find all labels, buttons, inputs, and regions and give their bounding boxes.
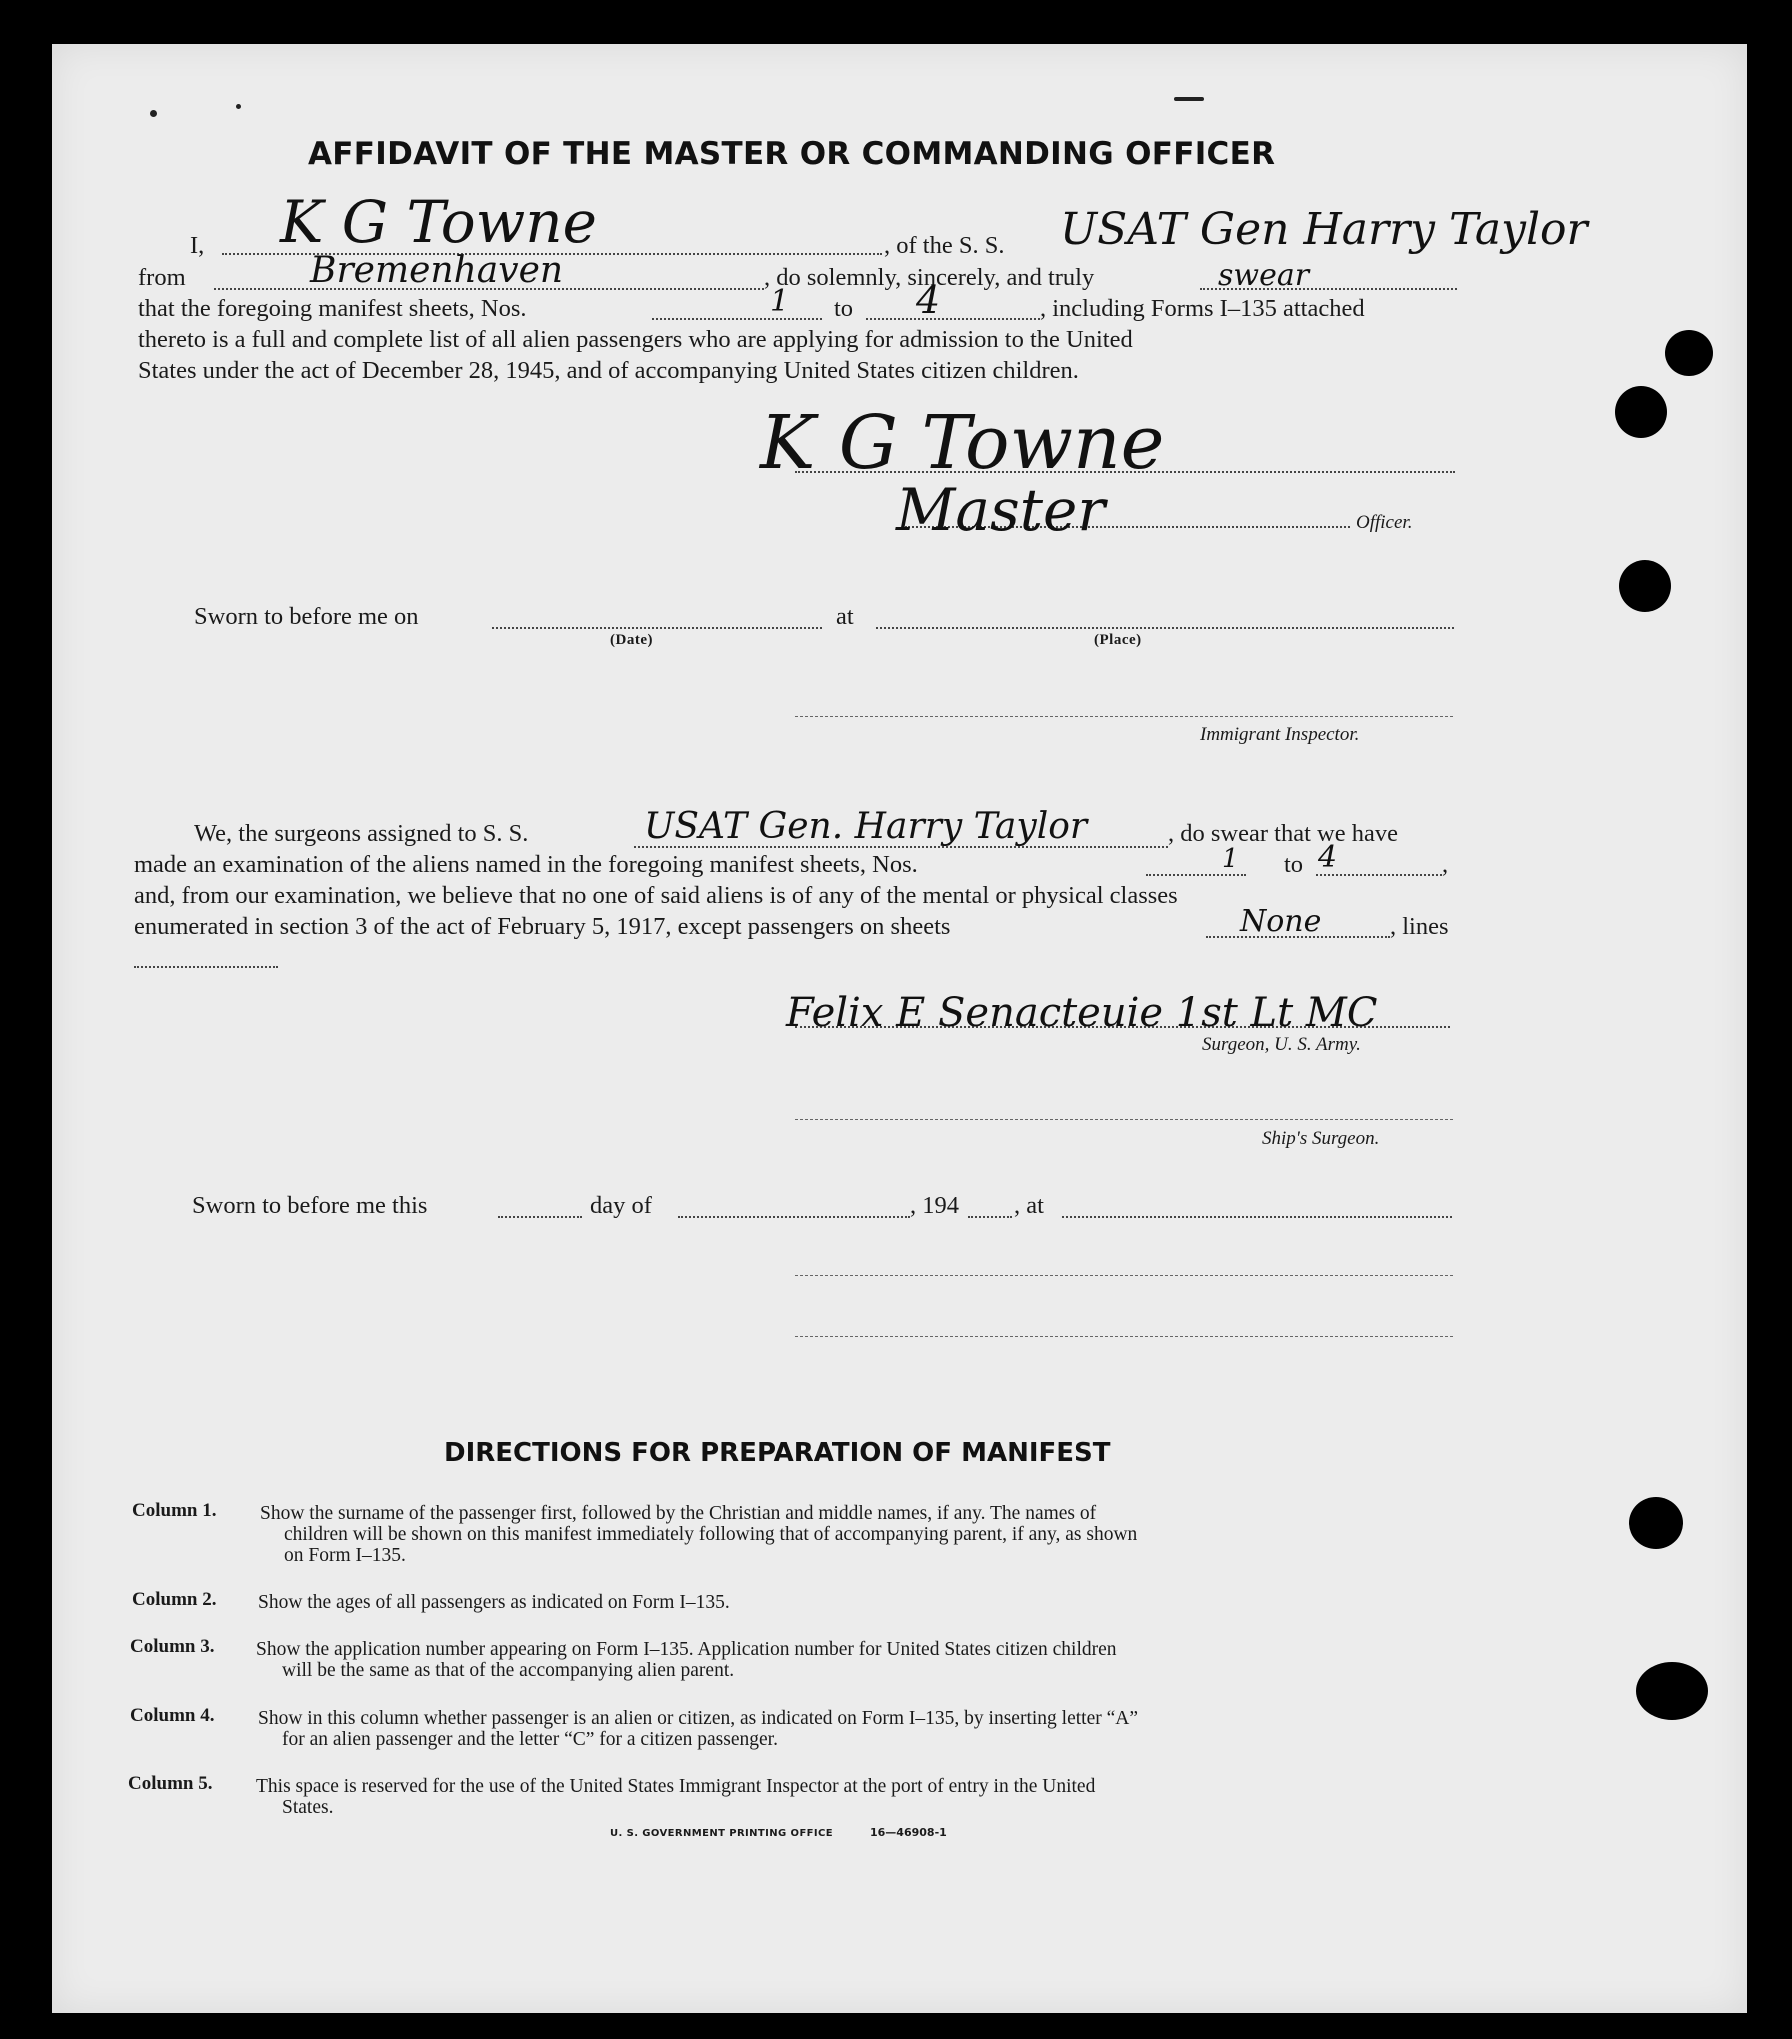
ships-surgeon-label: Ship's Surgeon. bbox=[1262, 1128, 1380, 1149]
handwritten-swear: swear bbox=[1218, 258, 1310, 293]
handwritten-ship: USAT Gen Harry Taylor bbox=[1060, 204, 1588, 255]
paragraph-line: made an examination of the aliens named in the foregoing manifest sheets, Nos. bbox=[134, 851, 918, 878]
paragraph-line: enumerated in section 3 of the act of February 5, 1917, except passengers on sheets bbox=[134, 913, 951, 940]
printer-imprint: U. S. GOVERNMENT PRINTING OFFICE bbox=[610, 1828, 833, 1839]
field-line bbox=[866, 318, 1040, 320]
column-label: Column 2. bbox=[132, 1589, 217, 1610]
column-text: States. bbox=[282, 1797, 334, 1818]
field-line bbox=[134, 966, 278, 968]
punch-hole bbox=[1615, 386, 1667, 438]
signature-line bbox=[795, 1275, 1453, 1276]
speck bbox=[1174, 97, 1204, 101]
paragraph-line: States under the act of December 28, 1945, and of accompanying United States citizen children. bbox=[138, 357, 1079, 384]
label: at bbox=[836, 603, 854, 630]
column-text: Show in this column whether passenger is an alien or citizen, as indicated on Form I–135, by inserting letter “A” bbox=[258, 1708, 1138, 1729]
label: day of bbox=[590, 1192, 652, 1219]
form-code: 16—46908-1 bbox=[870, 1826, 947, 1839]
punch-hole bbox=[1636, 1662, 1708, 1720]
label: to bbox=[1284, 851, 1304, 878]
inspector-signature-line bbox=[795, 716, 1453, 717]
directions-title: DIRECTIONS FOR PREPARATION OF MANIFEST bbox=[444, 1438, 1111, 1468]
column-label: Column 1. bbox=[132, 1500, 217, 1521]
label: to bbox=[834, 295, 854, 322]
handwritten-nos-from: 1 bbox=[770, 284, 790, 319]
place-field bbox=[876, 627, 1454, 629]
label: , do swear that we have bbox=[1168, 820, 1398, 847]
column-text: for an alien passenger and the letter “C” for a citizen passenger. bbox=[282, 1729, 778, 1750]
column-label: Column 4. bbox=[130, 1705, 215, 1726]
column-text: This space is reserved for the use of the United States Immigrant Inspector at the port of entry in the United bbox=[256, 1776, 1096, 1797]
punch-hole bbox=[1619, 560, 1671, 612]
place-field bbox=[1062, 1216, 1452, 1218]
label: , at bbox=[1014, 1192, 1044, 1219]
handwritten-nos-from: 1 bbox=[1222, 844, 1239, 874]
label: from bbox=[138, 264, 186, 291]
field-line bbox=[1146, 874, 1246, 876]
handwritten-signature: K G Towne bbox=[760, 400, 1165, 486]
handwritten-surgeon-signature: Felix E Senacteuie 1st Lt MC bbox=[786, 990, 1378, 1036]
column-text: on Form I–135. bbox=[284, 1545, 406, 1566]
label: , bbox=[1442, 851, 1449, 878]
column-label: Column 3. bbox=[130, 1636, 215, 1657]
label: , do solemnly, sincerely, and truly bbox=[764, 264, 1095, 291]
column-label: Column 5. bbox=[128, 1773, 213, 1794]
handwritten-ship: USAT Gen. Harry Taylor bbox=[644, 806, 1088, 847]
speck bbox=[150, 110, 157, 117]
column-text: Show the surname of the passenger first, followed by the Christian and middle names, if any. The names of bbox=[260, 1503, 1097, 1524]
punch-hole bbox=[1629, 1497, 1683, 1549]
handwritten-port: Bremenhaven bbox=[310, 250, 564, 291]
punch-hole bbox=[1665, 330, 1713, 376]
label: , 194 bbox=[910, 1192, 959, 1219]
signature-line bbox=[795, 1336, 1453, 1337]
speck bbox=[236, 104, 241, 109]
handwritten-nos-to: 4 bbox=[916, 278, 941, 322]
paragraph-line: thereto is a full and complete list of all alien passengers who are applying for admission to the United bbox=[138, 326, 1133, 353]
label: I, bbox=[190, 232, 205, 259]
handwritten-title: Master bbox=[896, 476, 1106, 544]
handwritten-nos-to: 4 bbox=[1318, 840, 1338, 875]
month-field bbox=[678, 1216, 910, 1218]
ships-surgeon-signature-line bbox=[795, 1119, 1453, 1120]
day-field bbox=[498, 1216, 582, 1218]
label: , lines bbox=[1390, 913, 1449, 940]
page-title: AFFIDAVIT OF THE MASTER OR COMMANDING OFFICER bbox=[308, 136, 1276, 172]
handwritten-except: None bbox=[1240, 904, 1322, 939]
label: that the foregoing manifest sheets, Nos. bbox=[138, 295, 527, 322]
inspector-label: Immigrant Inspector. bbox=[1200, 724, 1360, 745]
label: Sworn to before me on bbox=[194, 603, 419, 630]
label: , including Forms I–135 attached bbox=[1040, 295, 1365, 322]
label: We, the surgeons assigned to S. S. bbox=[194, 820, 529, 847]
date-field bbox=[492, 627, 822, 629]
column-text: Show the ages of all passengers as indicated on Form I–135. bbox=[258, 1592, 730, 1613]
army-surgeon-label: Surgeon, U. S. Army. bbox=[1202, 1034, 1361, 1055]
year-field bbox=[968, 1216, 1012, 1218]
paragraph-line: and, from our examination, we believe that no one of said aliens is of any of the mental or physical classes bbox=[134, 882, 1178, 909]
label: , of the S. S. bbox=[884, 232, 1005, 259]
label: Sworn to before me this bbox=[192, 1192, 428, 1219]
officer-label: Officer. bbox=[1356, 512, 1413, 533]
date-caption: (Date) bbox=[610, 632, 653, 648]
column-text: children will be shown on this manifest immediately following that of accompanying parent, if any, as shown bbox=[284, 1524, 1138, 1545]
field-line bbox=[652, 318, 822, 320]
handwritten-name: K G Towne bbox=[280, 188, 597, 256]
column-text: Show the application number appearing on Form I–135. Application number for United States citizen children bbox=[256, 1639, 1117, 1660]
column-text: will be the same as that of the accompanying alien parent. bbox=[282, 1660, 735, 1681]
place-caption: (Place) bbox=[1094, 632, 1142, 648]
